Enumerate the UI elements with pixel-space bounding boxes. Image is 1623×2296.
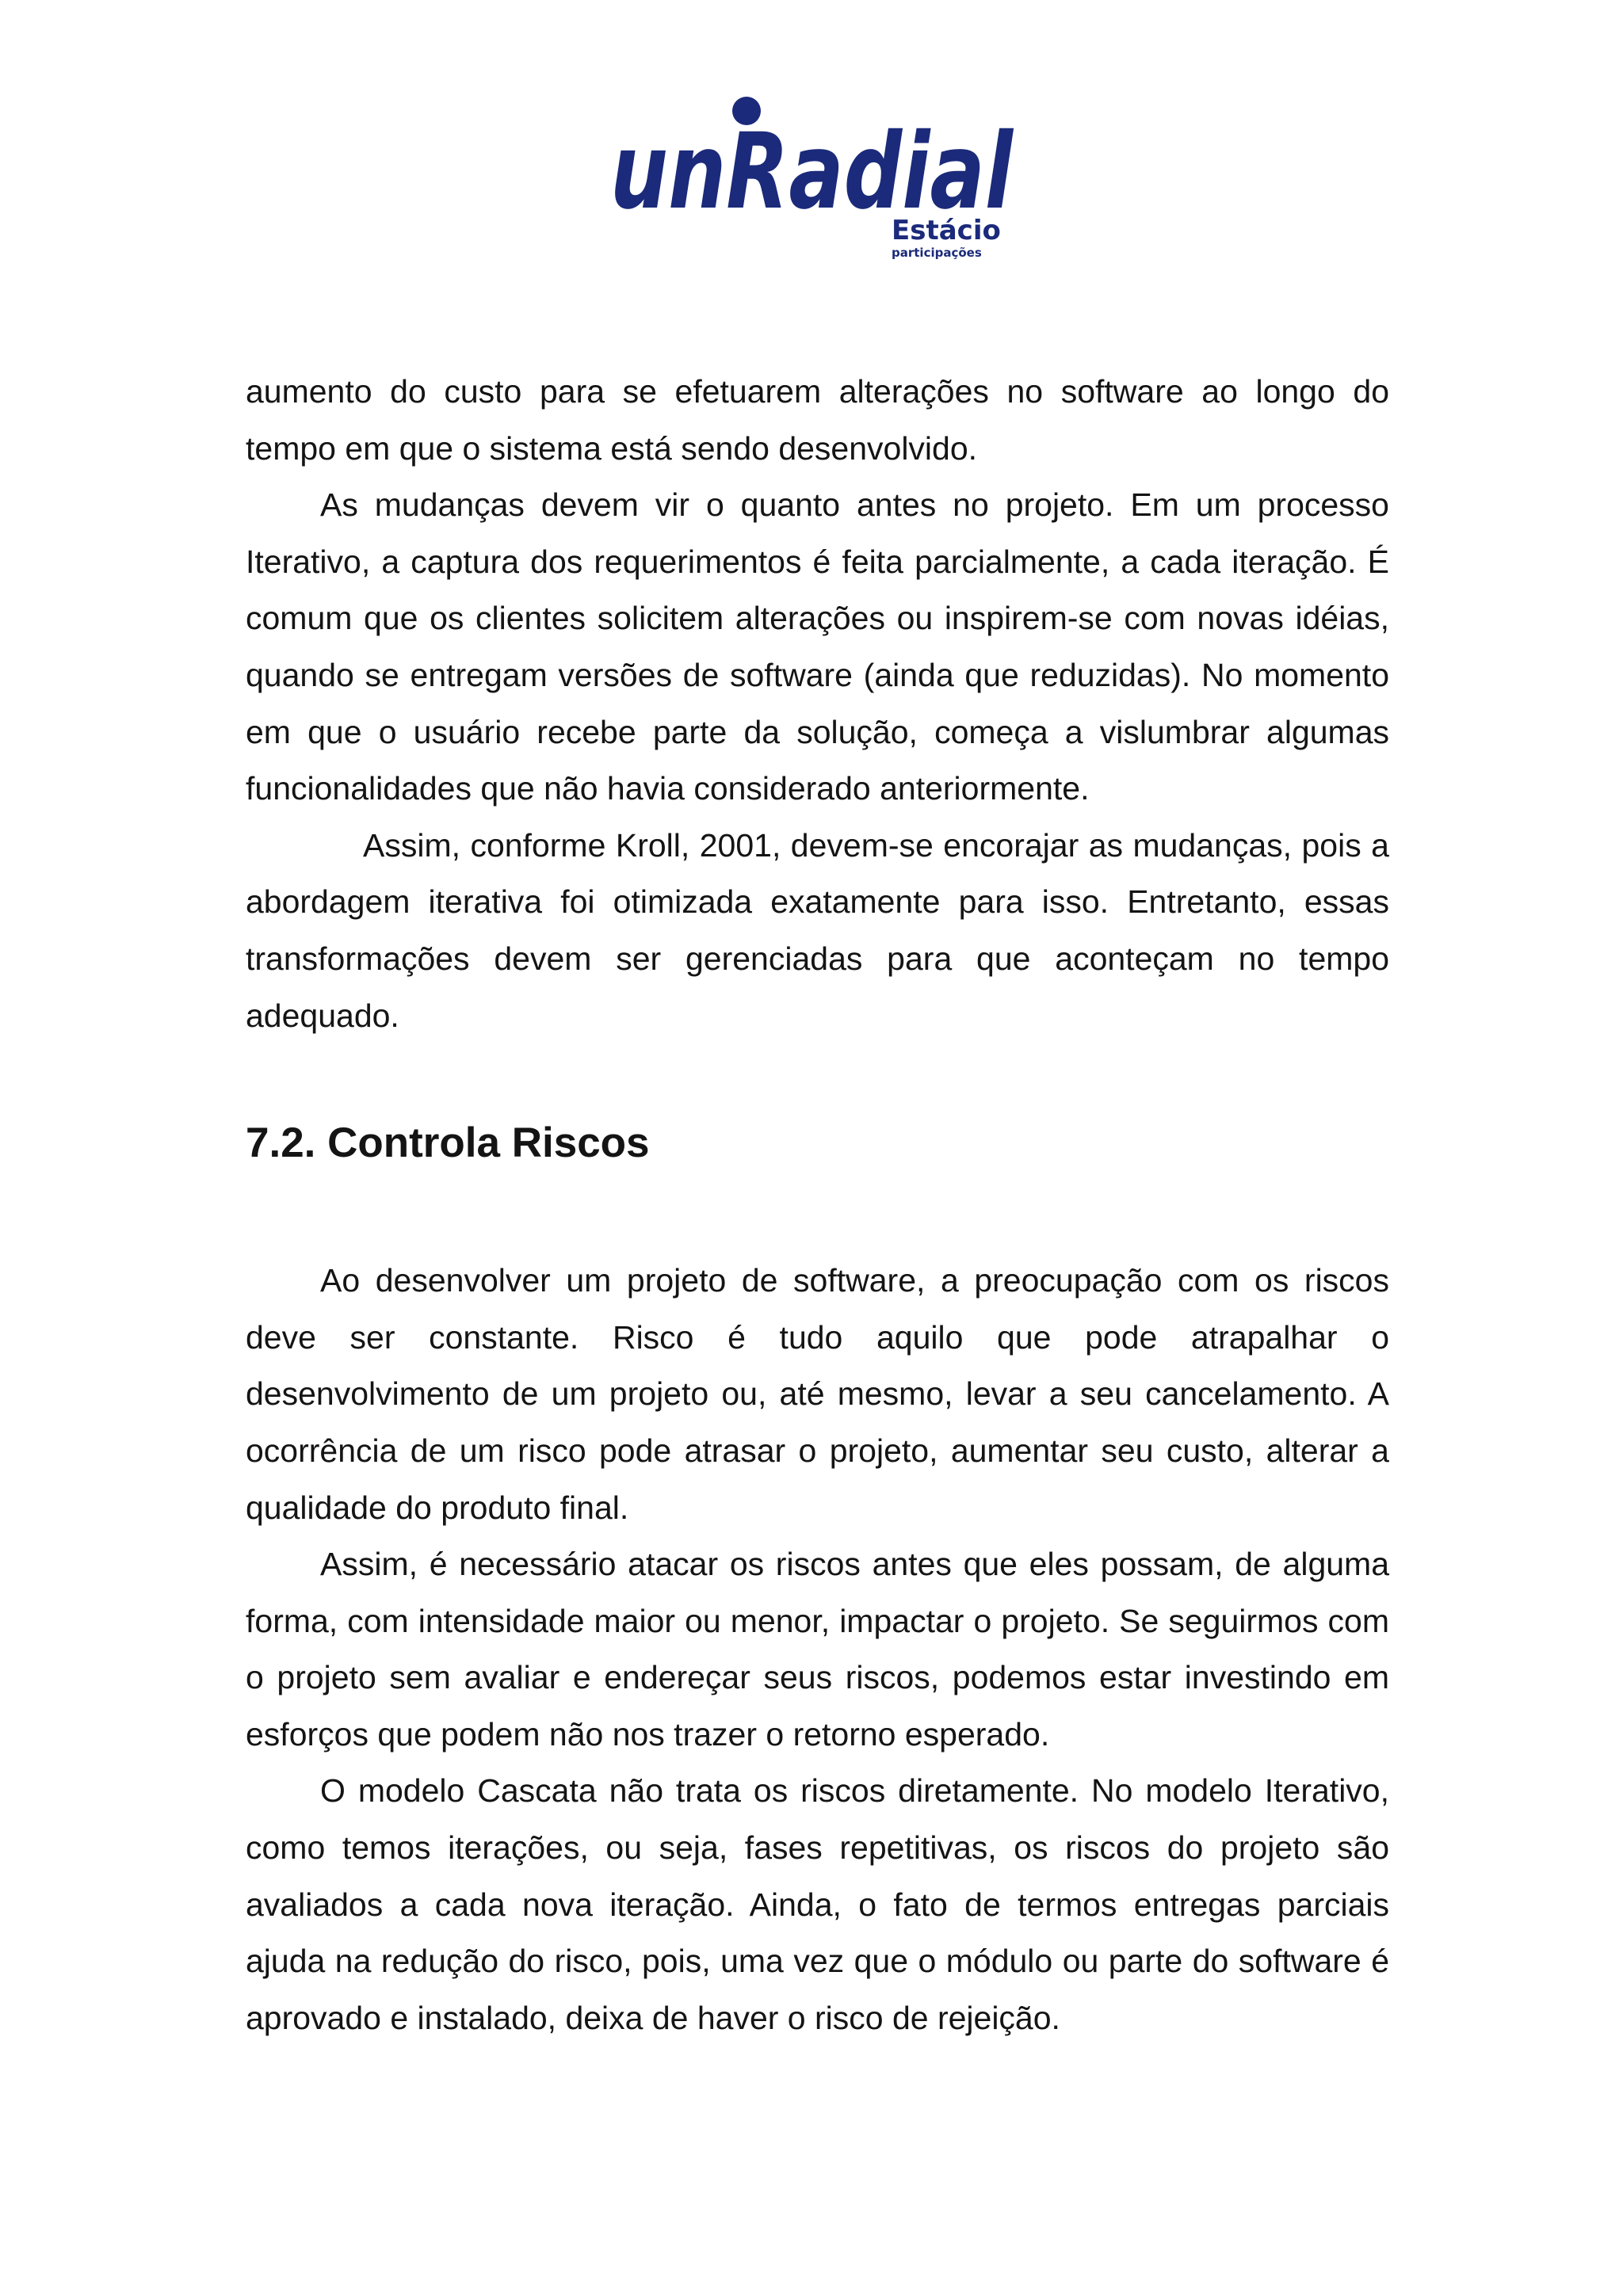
section-heading: 7.2. Controla Riscos xyxy=(246,1119,650,1167)
paragraph-risk-definition: Ao desenvolver um projeto de software, a preocupação com os riscos deve ser constante. Risco é tudo aquilo que pode atrapalhar o desenvolvimento de um projeto ou, até mesmo, levar a seu cancelamento. A ocorrência de um risco pode atrasar o projeto, aumentar seu custo, alterar a qualidade do produto final. xyxy=(246,1262,1389,1526)
document-body xyxy=(246,364,1389,2046)
logo-tagline: participações xyxy=(892,246,982,260)
paragraph-continuation: aumento do custo para se efetuarem alterações no software ao longo do tempo em que o sistema está sendo desenvolvido. xyxy=(246,373,1389,467)
logo-subtitle: Estácio xyxy=(892,215,1001,246)
paragraph-changes: As mudanças devem vir o quanto antes no projeto. Em um processo Iterativo, a captura dos requerimentos é feita parcialmente, a cada iteração. É comum que os clientes solicitem alterações ou inspirem-se com novas idéias, quando se entregam versões de software (ainda que reduzidas). No momento em que o usuário recebe parte da solução, começa a vislumbrar algumas funcionalidades que não havia considerado anteriormente. xyxy=(246,486,1389,807)
paragraph-kroll: Assim, conforme Kroll, 2001, devem-se encorajar as mudanças, pois a abordagem iterativa foi otimizada exatamente para isso. Entretanto, essas transformações devem ser gerenciadas para que aconteçam no tempo adequado. xyxy=(246,826,1389,1034)
paragraph-attack-risks: Assim, é necessário atacar os riscos antes que eles possam, de alguma forma, com intensidade maior ou menor, impactar o projeto. Se seguirmos com o projeto sem avaliar e endereçar seus riscos, podemos estar investindo em esforços que podem não nos trazer o retorno esperado. xyxy=(246,1546,1389,1753)
unradial-estacio-logo xyxy=(610,89,1022,268)
paragraph-waterfall-iterative: O modelo Cascata não trata os riscos diretamente. No modelo Iterativo, como temos iterações, ou seja, fases repetitivas, os riscos do projeto são avaliados a cada nova iteração. Ainda, o fato de termos entregas parciais ajuda na redução do risco, pois, uma vez que o módulo ou parte do software é aprovado e instalado, deixa de haver o risco de rejeição. xyxy=(246,1772,1389,2036)
logo-wordmark: unRadial xyxy=(610,111,1014,233)
